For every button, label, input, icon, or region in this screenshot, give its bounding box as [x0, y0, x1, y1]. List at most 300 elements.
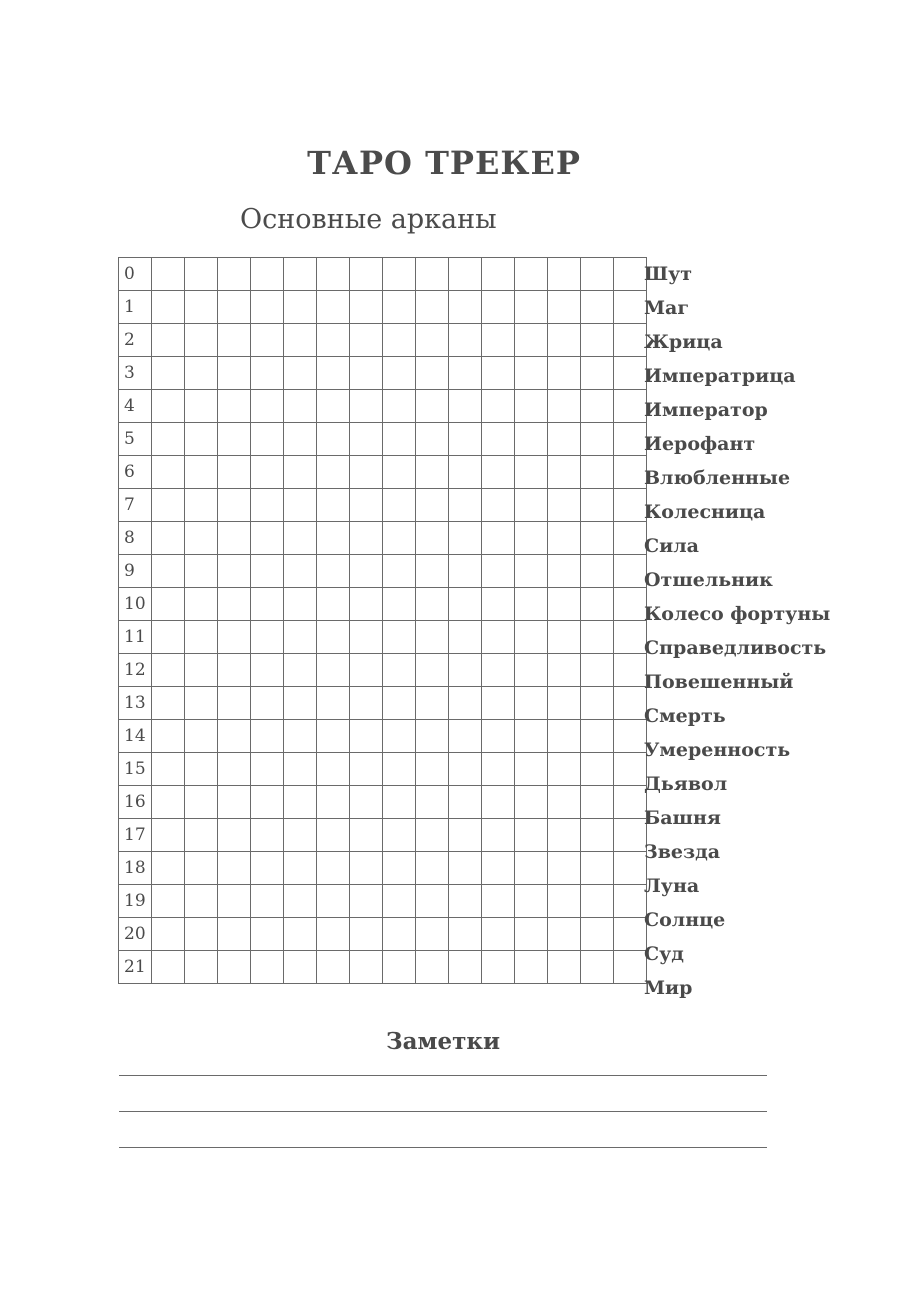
tracker-cell[interactable]: [251, 621, 284, 654]
tracker-cell[interactable]: [152, 918, 185, 951]
tracker-cell[interactable]: [218, 918, 251, 951]
tracker-cell[interactable]: [449, 258, 482, 291]
tracker-cell[interactable]: [449, 357, 482, 390]
tracker-cell[interactable]: [152, 720, 185, 753]
tracker-cell[interactable]: [449, 390, 482, 423]
tracker-cell[interactable]: [581, 885, 614, 918]
tracker-cell[interactable]: [548, 786, 581, 819]
tracker-cell[interactable]: [317, 258, 350, 291]
tracker-cell[interactable]: [482, 819, 515, 852]
tracker-cell[interactable]: [251, 918, 284, 951]
tracker-cell[interactable]: [383, 885, 416, 918]
tracker-cell[interactable]: [482, 423, 515, 456]
tracker-cell[interactable]: [614, 489, 647, 522]
tracker-cell[interactable]: [218, 357, 251, 390]
tracker-cell[interactable]: [548, 258, 581, 291]
tracker-cell[interactable]: [317, 951, 350, 984]
tracker-cell[interactable]: [317, 390, 350, 423]
tracker-cell[interactable]: [251, 357, 284, 390]
tracker-cell[interactable]: [251, 588, 284, 621]
tracker-cell[interactable]: [284, 291, 317, 324]
tracker-cell[interactable]: [416, 786, 449, 819]
tracker-cell[interactable]: [218, 324, 251, 357]
tracker-cell[interactable]: [482, 885, 515, 918]
tracker-cell[interactable]: [449, 522, 482, 555]
tracker-cell[interactable]: [482, 753, 515, 786]
tracker-cell[interactable]: [614, 951, 647, 984]
tracker-cell[interactable]: [383, 654, 416, 687]
tracker-cell[interactable]: [317, 819, 350, 852]
tracker-cell[interactable]: [614, 324, 647, 357]
tracker-cell[interactable]: [284, 819, 317, 852]
tracker-cell[interactable]: [548, 522, 581, 555]
tracker-cell[interactable]: [614, 588, 647, 621]
tracker-cell[interactable]: [185, 753, 218, 786]
tracker-cell[interactable]: [317, 720, 350, 753]
tracker-cell[interactable]: [548, 489, 581, 522]
tracker-cell[interactable]: [515, 522, 548, 555]
tracker-cell[interactable]: [185, 423, 218, 456]
tracker-cell[interactable]: [383, 522, 416, 555]
tracker-cell[interactable]: [581, 258, 614, 291]
tracker-cell[interactable]: [185, 918, 218, 951]
tracker-cell[interactable]: [185, 687, 218, 720]
tracker-cell[interactable]: [218, 456, 251, 489]
tracker-cell[interactable]: [383, 456, 416, 489]
tracker-cell[interactable]: [383, 258, 416, 291]
tracker-cell[interactable]: [251, 720, 284, 753]
tracker-cell[interactable]: [581, 819, 614, 852]
tracker-cell[interactable]: [317, 456, 350, 489]
tracker-cell[interactable]: [350, 918, 383, 951]
tracker-cell[interactable]: [185, 390, 218, 423]
tracker-cell[interactable]: [482, 621, 515, 654]
tracker-cell[interactable]: [449, 456, 482, 489]
tracker-cell[interactable]: [152, 423, 185, 456]
tracker-cell[interactable]: [548, 885, 581, 918]
tracker-cell[interactable]: [416, 918, 449, 951]
tracker-cell[interactable]: [284, 951, 317, 984]
tracker-cell[interactable]: [449, 489, 482, 522]
tracker-cell[interactable]: [185, 720, 218, 753]
tracker-cell[interactable]: [383, 291, 416, 324]
tracker-cell[interactable]: [515, 555, 548, 588]
tracker-cell[interactable]: [449, 885, 482, 918]
tracker-cell[interactable]: [449, 720, 482, 753]
tracker-cell[interactable]: [251, 654, 284, 687]
tracker-cell[interactable]: [614, 819, 647, 852]
tracker-cell[interactable]: [218, 291, 251, 324]
tracker-cell[interactable]: [449, 819, 482, 852]
tracker-cell[interactable]: [581, 324, 614, 357]
tracker-cell[interactable]: [317, 753, 350, 786]
tracker-cell[interactable]: [251, 291, 284, 324]
tracker-cell[interactable]: [515, 489, 548, 522]
tracker-cell[interactable]: [284, 522, 317, 555]
tracker-cell[interactable]: [548, 753, 581, 786]
tracker-cell[interactable]: [416, 819, 449, 852]
tracker-cell[interactable]: [284, 456, 317, 489]
tracker-cell[interactable]: [515, 588, 548, 621]
tracker-cell[interactable]: [284, 489, 317, 522]
tracker-cell[interactable]: [383, 852, 416, 885]
tracker-cell[interactable]: [482, 687, 515, 720]
tracker-cell[interactable]: [581, 522, 614, 555]
tracker-cell[interactable]: [581, 621, 614, 654]
tracker-cell[interactable]: [383, 687, 416, 720]
tracker-cell[interactable]: [284, 258, 317, 291]
tracker-cell[interactable]: [218, 753, 251, 786]
tracker-cell[interactable]: [350, 753, 383, 786]
tracker-cell[interactable]: [152, 753, 185, 786]
tracker-cell[interactable]: [284, 357, 317, 390]
tracker-cell[interactable]: [317, 687, 350, 720]
tracker-cell[interactable]: [152, 885, 185, 918]
tracker-cell[interactable]: [416, 753, 449, 786]
tracker-cell[interactable]: [218, 555, 251, 588]
tracker-cell[interactable]: [350, 687, 383, 720]
tracker-cell[interactable]: [383, 918, 416, 951]
tracker-cell[interactable]: [185, 357, 218, 390]
tracker-cell[interactable]: [416, 324, 449, 357]
tracker-cell[interactable]: [449, 291, 482, 324]
tracker-cell[interactable]: [317, 588, 350, 621]
tracker-cell[interactable]: [581, 852, 614, 885]
tracker-cell[interactable]: [218, 588, 251, 621]
tracker-cell[interactable]: [350, 357, 383, 390]
tracker-cell[interactable]: [614, 555, 647, 588]
tracker-cell[interactable]: [185, 621, 218, 654]
tracker-cell[interactable]: [449, 753, 482, 786]
tracker-cell[interactable]: [251, 786, 284, 819]
tracker-cell[interactable]: [515, 885, 548, 918]
tracker-cell[interactable]: [614, 522, 647, 555]
tracker-cell[interactable]: [383, 720, 416, 753]
tracker-cell[interactable]: [185, 852, 218, 885]
tracker-cell[interactable]: [515, 258, 548, 291]
tracker-cell[interactable]: [449, 588, 482, 621]
tracker-cell[interactable]: [383, 588, 416, 621]
tracker-cell[interactable]: [185, 456, 218, 489]
tracker-cell[interactable]: [515, 753, 548, 786]
tracker-cell[interactable]: [185, 522, 218, 555]
tracker-cell[interactable]: [482, 852, 515, 885]
tracker-cell[interactable]: [218, 390, 251, 423]
tracker-cell[interactable]: [614, 852, 647, 885]
tracker-cell[interactable]: [350, 258, 383, 291]
tracker-cell[interactable]: [548, 621, 581, 654]
tracker-cell[interactable]: [515, 654, 548, 687]
tracker-cell[interactable]: [350, 456, 383, 489]
tracker-cell[interactable]: [581, 390, 614, 423]
tracker-cell[interactable]: [515, 357, 548, 390]
tracker-cell[interactable]: [185, 555, 218, 588]
tracker-cell[interactable]: [350, 786, 383, 819]
tracker-cell[interactable]: [449, 324, 482, 357]
tracker-cell[interactable]: [185, 588, 218, 621]
tracker-cell[interactable]: [548, 654, 581, 687]
tracker-cell[interactable]: [152, 522, 185, 555]
tracker-cell[interactable]: [350, 819, 383, 852]
tracker-cell[interactable]: [251, 390, 284, 423]
tracker-cell[interactable]: [350, 885, 383, 918]
tracker-cell[interactable]: [350, 720, 383, 753]
tracker-cell[interactable]: [548, 819, 581, 852]
tracker-cell[interactable]: [515, 324, 548, 357]
tracker-cell[interactable]: [581, 423, 614, 456]
tracker-cell[interactable]: [416, 687, 449, 720]
tracker-cell[interactable]: [284, 654, 317, 687]
tracker-cell[interactable]: [581, 918, 614, 951]
notes-line[interactable]: [119, 1111, 767, 1112]
tracker-cell[interactable]: [317, 852, 350, 885]
tracker-cell[interactable]: [581, 588, 614, 621]
tracker-cell[interactable]: [482, 357, 515, 390]
tracker-cell[interactable]: [515, 951, 548, 984]
tracker-cell[interactable]: [416, 621, 449, 654]
tracker-cell[interactable]: [482, 588, 515, 621]
tracker-cell[interactable]: [218, 489, 251, 522]
tracker-cell[interactable]: [317, 324, 350, 357]
tracker-cell[interactable]: [218, 819, 251, 852]
tracker-cell[interactable]: [383, 951, 416, 984]
tracker-cell[interactable]: [185, 654, 218, 687]
tracker-cell[interactable]: [614, 621, 647, 654]
tracker-cell[interactable]: [152, 489, 185, 522]
tracker-cell[interactable]: [548, 852, 581, 885]
tracker-cell[interactable]: [218, 885, 251, 918]
tracker-cell[interactable]: [482, 951, 515, 984]
tracker-cell[interactable]: [449, 687, 482, 720]
tracker-cell[interactable]: [317, 918, 350, 951]
tracker-cell[interactable]: [350, 588, 383, 621]
tracker-cell[interactable]: [251, 324, 284, 357]
tracker-cell[interactable]: [284, 687, 317, 720]
tracker-cell[interactable]: [614, 687, 647, 720]
tracker-cell[interactable]: [416, 555, 449, 588]
tracker-cell[interactable]: [152, 456, 185, 489]
tracker-cell[interactable]: [218, 621, 251, 654]
tracker-cell[interactable]: [416, 456, 449, 489]
tracker-cell[interactable]: [548, 456, 581, 489]
tracker-cell[interactable]: [482, 522, 515, 555]
tracker-cell[interactable]: [383, 753, 416, 786]
tracker-cell[interactable]: [614, 390, 647, 423]
tracker-cell[interactable]: [416, 885, 449, 918]
tracker-cell[interactable]: [416, 522, 449, 555]
tracker-cell[interactable]: [581, 786, 614, 819]
tracker-cell[interactable]: [317, 621, 350, 654]
tracker-cell[interactable]: [251, 522, 284, 555]
tracker-cell[interactable]: [185, 489, 218, 522]
tracker-cell[interactable]: [317, 489, 350, 522]
tracker-cell[interactable]: [251, 753, 284, 786]
tracker-cell[interactable]: [482, 324, 515, 357]
tracker-cell[interactable]: [251, 489, 284, 522]
tracker-cell[interactable]: [284, 423, 317, 456]
tracker-cell[interactable]: [152, 621, 185, 654]
tracker-cell[interactable]: [383, 423, 416, 456]
tracker-cell[interactable]: [614, 258, 647, 291]
tracker-cell[interactable]: [482, 918, 515, 951]
tracker-cell[interactable]: [614, 291, 647, 324]
tracker-cell[interactable]: [482, 291, 515, 324]
tracker-cell[interactable]: [449, 654, 482, 687]
tracker-cell[interactable]: [317, 291, 350, 324]
tracker-cell[interactable]: [185, 951, 218, 984]
tracker-cell[interactable]: [350, 555, 383, 588]
tracker-cell[interactable]: [218, 423, 251, 456]
tracker-cell[interactable]: [218, 258, 251, 291]
tracker-cell[interactable]: [548, 555, 581, 588]
tracker-cell[interactable]: [152, 258, 185, 291]
tracker-cell[interactable]: [185, 819, 218, 852]
tracker-cell[interactable]: [317, 423, 350, 456]
tracker-cell[interactable]: [152, 951, 185, 984]
tracker-cell[interactable]: [449, 621, 482, 654]
tracker-cell[interactable]: [515, 291, 548, 324]
tracker-cell[interactable]: [284, 753, 317, 786]
tracker-cell[interactable]: [482, 390, 515, 423]
tracker-cell[interactable]: [383, 357, 416, 390]
tracker-cell[interactable]: [284, 918, 317, 951]
tracker-cell[interactable]: [284, 588, 317, 621]
tracker-cell[interactable]: [581, 753, 614, 786]
tracker-cell[interactable]: [350, 522, 383, 555]
tracker-cell[interactable]: [449, 555, 482, 588]
tracker-cell[interactable]: [548, 918, 581, 951]
tracker-cell[interactable]: [284, 720, 317, 753]
tracker-cell[interactable]: [383, 324, 416, 357]
tracker-cell[interactable]: [416, 258, 449, 291]
tracker-cell[interactable]: [152, 357, 185, 390]
tracker-cell[interactable]: [317, 885, 350, 918]
tracker-cell[interactable]: [515, 720, 548, 753]
tracker-cell[interactable]: [614, 918, 647, 951]
tracker-cell[interactable]: [185, 885, 218, 918]
tracker-cell[interactable]: [581, 357, 614, 390]
tracker-cell[interactable]: [251, 885, 284, 918]
tracker-cell[interactable]: [416, 291, 449, 324]
tracker-cell[interactable]: [548, 357, 581, 390]
tracker-cell[interactable]: [350, 423, 383, 456]
tracker-cell[interactable]: [251, 819, 284, 852]
tracker-cell[interactable]: [548, 291, 581, 324]
tracker-cell[interactable]: [152, 291, 185, 324]
tracker-cell[interactable]: [416, 588, 449, 621]
tracker-cell[interactable]: [383, 621, 416, 654]
tracker-cell[interactable]: [251, 555, 284, 588]
tracker-cell[interactable]: [383, 555, 416, 588]
tracker-cell[interactable]: [482, 786, 515, 819]
tracker-cell[interactable]: [482, 258, 515, 291]
notes-line[interactable]: [119, 1147, 767, 1148]
tracker-cell[interactable]: [284, 621, 317, 654]
tracker-cell[interactable]: [449, 423, 482, 456]
tracker-cell[interactable]: [515, 621, 548, 654]
tracker-cell[interactable]: [581, 720, 614, 753]
tracker-cell[interactable]: [416, 720, 449, 753]
tracker-cell[interactable]: [218, 687, 251, 720]
tracker-cell[interactable]: [515, 390, 548, 423]
tracker-cell[interactable]: [218, 720, 251, 753]
tracker-cell[interactable]: [548, 390, 581, 423]
tracker-cell[interactable]: [284, 786, 317, 819]
tracker-cell[interactable]: [416, 390, 449, 423]
tracker-cell[interactable]: [152, 852, 185, 885]
tracker-cell[interactable]: [581, 555, 614, 588]
tracker-cell[interactable]: [482, 489, 515, 522]
tracker-cell[interactable]: [515, 852, 548, 885]
tracker-cell[interactable]: [383, 489, 416, 522]
tracker-cell[interactable]: [350, 951, 383, 984]
tracker-cell[interactable]: [350, 291, 383, 324]
tracker-cell[interactable]: [218, 852, 251, 885]
tracker-cell[interactable]: [614, 720, 647, 753]
tracker-cell[interactable]: [152, 588, 185, 621]
tracker-cell[interactable]: [515, 918, 548, 951]
tracker-cell[interactable]: [317, 357, 350, 390]
tracker-cell[interactable]: [581, 489, 614, 522]
tracker-cell[interactable]: [251, 456, 284, 489]
tracker-cell[interactable]: [614, 423, 647, 456]
tracker-cell[interactable]: [449, 786, 482, 819]
tracker-cell[interactable]: [614, 885, 647, 918]
tracker-cell[interactable]: [218, 786, 251, 819]
tracker-cell[interactable]: [515, 456, 548, 489]
tracker-cell[interactable]: [185, 258, 218, 291]
tracker-cell[interactable]: [449, 852, 482, 885]
tracker-cell[interactable]: [251, 852, 284, 885]
tracker-cell[interactable]: [548, 720, 581, 753]
tracker-cell[interactable]: [251, 951, 284, 984]
tracker-cell[interactable]: [383, 786, 416, 819]
tracker-cell[interactable]: [416, 951, 449, 984]
tracker-cell[interactable]: [350, 390, 383, 423]
tracker-cell[interactable]: [482, 555, 515, 588]
tracker-cell[interactable]: [614, 786, 647, 819]
tracker-cell[interactable]: [482, 654, 515, 687]
tracker-cell[interactable]: [284, 555, 317, 588]
tracker-cell[interactable]: [416, 357, 449, 390]
tracker-cell[interactable]: [350, 654, 383, 687]
tracker-cell[interactable]: [218, 654, 251, 687]
tracker-cell[interactable]: [581, 456, 614, 489]
tracker-cell[interactable]: [185, 786, 218, 819]
tracker-cell[interactable]: [284, 852, 317, 885]
tracker-cell[interactable]: [581, 951, 614, 984]
tracker-cell[interactable]: [548, 423, 581, 456]
tracker-cell[interactable]: [185, 324, 218, 357]
tracker-cell[interactable]: [548, 324, 581, 357]
tracker-cell[interactable]: [251, 258, 284, 291]
tracker-cell[interactable]: [152, 390, 185, 423]
tracker-cell[interactable]: [284, 885, 317, 918]
tracker-cell[interactable]: [515, 423, 548, 456]
tracker-cell[interactable]: [614, 753, 647, 786]
tracker-cell[interactable]: [416, 852, 449, 885]
tracker-cell[interactable]: [581, 687, 614, 720]
tracker-cell[interactable]: [152, 555, 185, 588]
tracker-cell[interactable]: [350, 852, 383, 885]
tracker-cell[interactable]: [548, 951, 581, 984]
tracker-cell[interactable]: [449, 918, 482, 951]
tracker-cell[interactable]: [614, 357, 647, 390]
tracker-cell[interactable]: [152, 324, 185, 357]
tracker-cell[interactable]: [350, 489, 383, 522]
notes-line[interactable]: [119, 1075, 767, 1076]
tracker-cell[interactable]: [185, 291, 218, 324]
